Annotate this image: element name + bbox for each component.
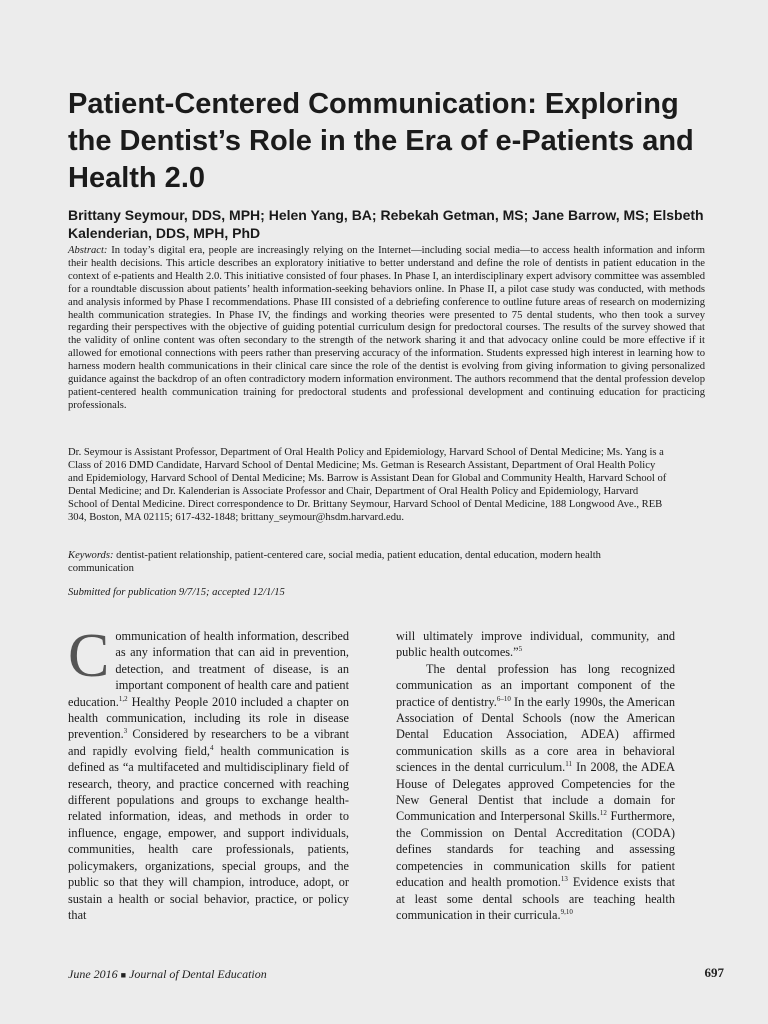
citation-ref: 1,2 [118,694,128,703]
author-list: Brittany Seymour, DDS, MPH; Helen Yang, BA; Rebekah Getman, MS; Jane Barrow, MS; Elsbeth Kalenderian, DDS, MPH, PhD [68,207,704,241]
body-text: Healthy People 2010 included a chapter on health communication, including its role in disease prevention. [68,694,349,742]
abstract-label: Abstract: [68,245,108,256]
abstract-text: In today’s digital era, people are increasingly relying on the Internet—including social media—to access health information and inform their health decisions. This article describes an exploratory initiative to better understand and define the role of dentists in patient education in the context of e-patients and Health 2.0. This initiative consisted of four phases. In Phase I, an interdisciplinary expert advisory committee was assembled for a roundtable discussion about patients’ health information-seeking behaviors online. In Phase II, a pilot case study was conducted, with methods and analysis informed by Phase I recommendations. Phase III consisted of a debriefing conference to outline future areas of research on modernizing health communication strategies. In Phase IV, the findings and working theories were presented to 75 dental students, who then took a survey regarding their perspectives with the objective of guiding potential curriculum design for predoctoral courses. The results of the survey showed that the validity of online content was often secondary to the strength of the network sharing it and that advocacy online could be more effective if it allowed for emotional connections with peers rather than preserving accuracy of the information. Students expressed high interest in learning how to harness modern health communications in their clinical care since the role of the dentist is evolving from giving information to giving personalized guidance against the backdrop of an often contradictory modern information environment. The authors recommend that the dental profession develop patient-centered health communication training for predoctoral students and professional development and continuing education for practicing professionals. [68,245,705,411]
citation-ref: 13 [560,875,568,884]
submission-dates: Submitted for publication 9/7/15; accepted 12/1/15 [68,587,285,598]
body-text: In 2008, the ADEA House of Delegates approved Competencies for the New General Dentist that include a domain for Communication and Interpersonal Skills. [396,760,675,824]
keywords [68,550,668,576]
continued-paragraph [396,628,675,661]
paragraph [396,661,675,924]
body-text: Evidence exists that at least some dental schools are teaching health communication in their curricula. [396,875,675,922]
drop-cap: C [68,622,110,690]
intro-paragraph [68,622,350,923]
body-text: Furthermore, the Commission on Dental Accreditation (CODA) defines standards for teaching and assessing competencies in communication skills for patient education and health promotion. [396,809,675,890]
citation-ref: 5 [518,645,523,654]
journal-name: Journal of Dental Education [129,967,267,981]
body-text: In the early 1990s, the American Association of Dental Schools (now the American Dental Education Association, ADEA) affirmed communication skills as a core area in behavioral sciences in the dental curriculum. [396,694,675,775]
citation-ref: 3 [123,727,128,736]
article-title: Patient-Centered Communication: Exploring the Dentist’s Role in the Era of e-Patients and Health 2.0 [68,88,694,194]
keywords-text: dentist-patient relationship, patient-centered care, social media, patient education, dental education, modern health communication [68,550,601,574]
page-number: 697 [704,965,724,980]
body-text: health communication is defined as “a multifaceted and multidisciplinary field of research, theory, and practice concerned with reaching different populations and groups to exchange health-related information, ideas, and methods in order to influence, engage, empower, and support individuals, communities, health care professionals, patients, policymakers, organizations, special groups, and the public so that they will champion, introduce, adopt, or sustain a health or social behavior, practice, or policy that [68,743,350,922]
citation-ref: 4 [210,743,214,752]
author-affiliations: Dr. Seymour is Assistant Professor, Department of Oral Health Policy and Epidemiology, Harvard School of Dental Medicine; Ms. Yang is a Class of 2016 DMD Candidate, Harvard School of Dental Medicine; Ms. Getman is Research Assistant, Department of Oral Health Policy and Epidemiology, Harvard School of Dental Medicine; Ms. Barrow is Assistant Dean for Global and Community Health, Harvard School of Dental Medicine; and Dr. Kalenderian is Associate Professor and Chair, Department of Oral Health Policy and Epidemiology, Harvard School of Dental Medicine. Direct correspondence to Dr. Brittany Seymour, Harvard School of Dental Medicine, 188 Longwood Ave., REB 304, Boston, MA 02115; 617-432-1848; brittany_seymour@hsdm.harvard.edu. [68,447,667,523]
citation-ref: 9,10 [560,907,573,916]
keywords-label: Keywords: [68,550,114,561]
body-column-right [396,628,675,923]
issue-date: June 2016 [68,967,118,981]
citation-ref: 12 [599,809,607,818]
body-column-left [68,622,350,923]
body-text: Considered by researchers to be a vibrant and rapidly evolving field, [68,727,349,758]
body-text: The dental profession has long recognized communication as an important component of the practice of dentistry. [396,661,675,709]
running-footer [68,967,267,982]
body-text: will ultimately improve individual, community, and public health outcomes.” [396,629,675,660]
body-text: ommunication of health information, described as any information that can aid in prevention, detection, and treatment of disease, is an important component of health care and patient education. [68,629,349,709]
citation-ref: 6–10 [496,694,511,703]
abstract [68,245,705,413]
separator-square-icon: ■ [120,970,127,980]
citation-ref: 11 [565,760,572,769]
